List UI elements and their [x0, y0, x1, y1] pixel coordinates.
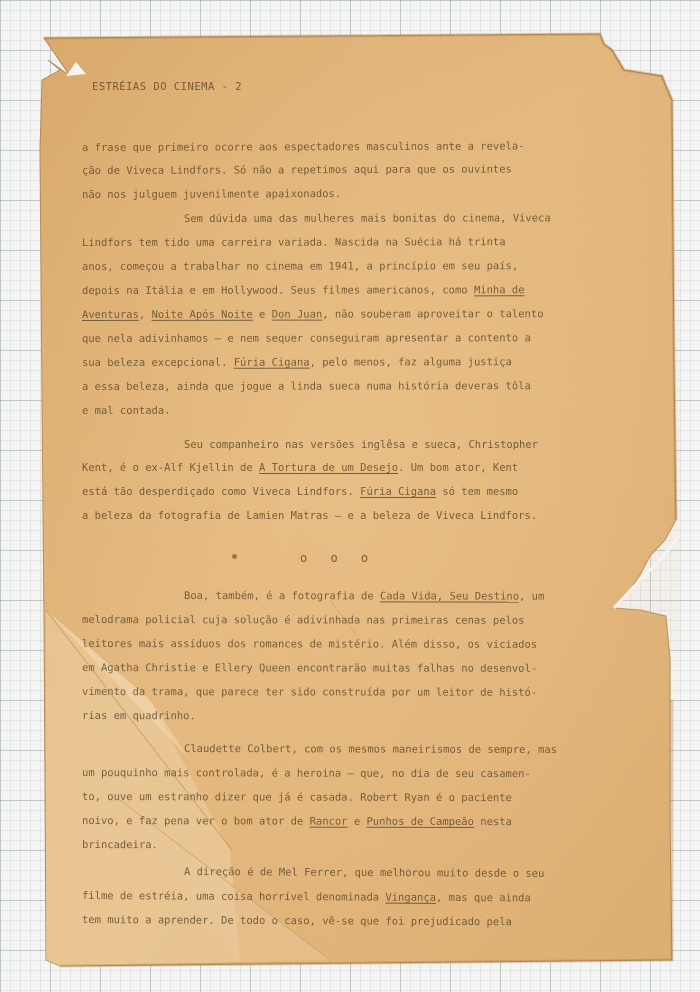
section-separator: o o o: [300, 551, 377, 565]
text-run: e mal contada.: [81, 404, 171, 417]
text-run: . Um bom ator, Kent: [398, 462, 519, 474]
text-run: Sem dúvida uma das mulheres mais bonitas do cinema, Viveca: [183, 212, 551, 225]
text-run: , pelo menos, faz alguma justiça: [309, 356, 512, 369]
text-run: Lindfors tem tido uma carreira variada. Nascida na Suécia há trinta: [81, 236, 506, 249]
text-run: , mas que ainda: [435, 891, 531, 905]
text-run: to, ouve um estranho dizer que já é casada. Robert Ryan é o paciente: [81, 791, 512, 805]
text-run: filme de estréia, uma coisa horrível denominada: [81, 890, 386, 904]
text-run: só tem mesmo: [436, 486, 519, 498]
underlined-title: Minha de: [473, 284, 525, 297]
text-run: a frase que primeiro ocorre aos espectadores masculinos ante a revela-: [81, 140, 525, 154]
text-run: um pouquinho mais controlada, é a heroina — que, no dia de seu casamen-: [81, 767, 531, 781]
text-run: A direção é de Mel Ferrer, que melhorou muito desde o seu: [183, 866, 545, 880]
underlined-title: Fúria Cigana: [233, 356, 310, 369]
underlined-title: Vingança: [385, 891, 437, 904]
text-run: nesta: [473, 816, 512, 829]
text-run: Boa, também, é a fotografia de: [183, 590, 380, 603]
text-run: depois na Itália e em Hollywood. Seus filmes americanos, como: [81, 284, 474, 297]
text-run: brincadeira.: [81, 839, 158, 852]
text-run: a beleza da fotografia de Lamien Matras — e a beleza de Viveca Lindfors.: [82, 510, 538, 522]
text-run: que nela adivinhamos — e nem sequer conseguiram apresentar a contento a: [81, 332, 531, 345]
text-run: ção de Viveca Lindfors. Só não a repetimos aqui para que os ouvintes: [81, 163, 512, 177]
text-run: Seu companheiro nas versões inglêsa e sueca, Christopher: [184, 439, 539, 451]
text-run: ,: [138, 308, 152, 321]
text-run: em Agatha Christie e Ellery Queen encontrarão muitas falhas no desenvol-: [81, 662, 538, 675]
text-run: e: [252, 308, 272, 321]
underlined-title: Aventuras: [81, 308, 139, 321]
underlined-title: Fúria Cigana: [360, 486, 437, 498]
underlined-title: Noite Após Noite: [151, 308, 253, 321]
text-run: Claudette Colbert, com os mesmos maneirismos de sempre, mas: [183, 743, 557, 756]
underlined-title: A Tortura de um Desejo: [259, 462, 399, 474]
text-run: rias em quadrinho.: [81, 710, 196, 723]
text-run: , não souberam aproveitar o talento: [322, 308, 544, 321]
underlined-title: Don Juan: [271, 308, 323, 321]
text-run: e: [347, 815, 367, 828]
text-run: tem muito a aprender. De todo o caso, vê-se que foi prejudicado pela: [81, 914, 512, 929]
underlined-title: Rancor: [309, 815, 348, 828]
text-run: vimento da trama, que parece ter sido construída por um leitor de histó-: [81, 686, 538, 699]
text-run: está tão desperdiçado como Viveca Lindfors.: [82, 486, 361, 498]
text-run: não nos julguem juvenilmente apaixonados.: [81, 188, 342, 201]
ink-spot: [232, 554, 237, 559]
underlined-title: Cada Vida, Seu Destino: [379, 590, 520, 603]
underlined-title: Punhos de Campeão: [366, 815, 474, 829]
text-run: Kent, é o ex-Alf Kjellin de: [82, 462, 260, 474]
page-header: ESTRÉIAS DO CINEMA - 2: [92, 81, 243, 93]
text-run: a essa beleza, ainda que jogue a linda sueca numa história deveras tôla: [81, 380, 531, 393]
text-run: leitores mais assíduos dos romances de mistério. Além disso, os viciados: [81, 638, 538, 651]
text-run: , um: [519, 590, 545, 603]
text-run: melodrama policial cuja solução é adivinhada nas primeiras cenas pelos: [81, 614, 525, 627]
text-run: noivo, e faz pena ver o bom ator de: [81, 815, 310, 828]
text-run: sua beleza excepcional.: [81, 356, 234, 369]
text-run: anos, começou a trabalhar no cinema em 1941, a princípio em seu país,: [81, 260, 519, 273]
